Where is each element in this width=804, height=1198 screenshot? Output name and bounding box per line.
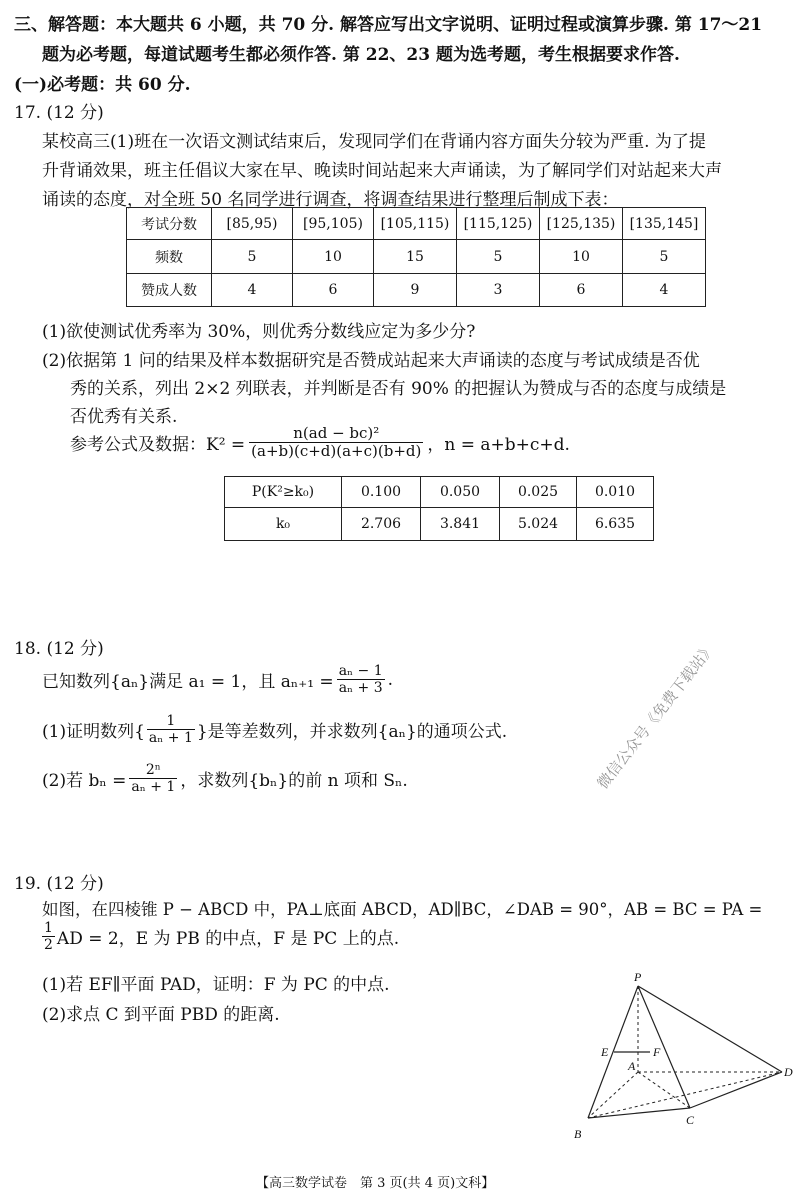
q18-part2-suffix: ，求数列{bₙ}的前 n 项和 Sₙ. [180,771,408,792]
table-cell: 6 [540,274,623,307]
label-E: E [601,1045,609,1059]
table-cell: 10 [293,240,374,274]
table-cell: 0.010 [577,477,654,508]
formula-fraction [249,425,423,461]
table-cell: 5.024 [500,508,577,541]
fraction-numerator: 1 [44,920,53,936]
table-cell: 3.841 [421,508,500,541]
table-cell: 频数 [127,240,212,274]
label-C: C [686,1113,695,1127]
q19-part2: (2)求点 C 到平面 PBD 的距离. [42,1005,280,1025]
edge-BC [588,1108,690,1118]
q18-part1-prefix: (1)证明数列{ [42,722,145,743]
table-cell: 9 [374,274,457,307]
q18-statement-fraction [337,663,385,696]
table-cell: 0.050 [421,477,500,508]
fraction-denominator: 2 [44,937,53,954]
edge-PD [638,986,782,1072]
q18-part2-prefix: (2)若 bₙ = [42,771,127,792]
q19-part1: (1)若 EF∥平面 PAD，证明：F 为 PC 的中点. [42,975,390,995]
q18-part1-fraction [147,713,195,746]
score-table-row [127,240,706,274]
q19-statement-line1: 如图，在四棱锥 P − ABCD 中，PA⊥底面 ABCD，AD∥BC，∠DAB = 90°，AB = BC = PA = [42,900,763,919]
table-cell: 15 [374,240,457,274]
score-table-row [127,208,706,240]
q18-part2 [42,762,408,795]
q17-formula [70,425,570,461]
fraction-denominator: aₙ + 3 [338,680,383,697]
q18-part1-suffix: }是等差数列，并求数列{aₙ}的通项公式. [196,722,508,743]
table-cell: [105,115) [374,208,457,240]
table-cell: 10 [540,240,623,274]
q19-statement-line2-text: AD = 2，E 为 PB 的中点，F 是 PC 上的点. [56,929,400,950]
table-cell: [115,125) [457,208,540,240]
table-cell: 5 [457,240,540,274]
formula-denominator: (a+b)(c+d)(a+c)(b+d) [251,442,422,461]
label-A: A [628,1059,636,1073]
pyramid-figure [560,968,800,1148]
fraction-numerator: aₙ − 1 [338,663,383,679]
table-cell: 5 [623,240,706,274]
table-cell: 6 [293,274,374,307]
table-cell: k₀ [225,508,342,541]
table-cell: 4 [212,274,293,307]
q18-header: 18. (12 分) [14,639,104,659]
table-cell: [85,95) [212,208,293,240]
section-header-line2: 题为必考题，每道试题考生都必须作答. 第 22、23 题为选考题，考生根据要求作答. [42,45,680,65]
q18-statement [42,663,393,696]
formula-numerator: n(ad − bc)² [249,425,423,443]
q18-statement-prefix: 已知数列{aₙ}满足 a₁ = 1，且 aₙ₊₁ = [42,672,334,693]
label-P: P [634,970,642,984]
q17-score-table [126,207,706,307]
label-B: B [574,1127,582,1141]
label-D: D [784,1065,793,1079]
table-cell: [125,135) [540,208,623,240]
fraction-numerator: 2ⁿ [129,762,177,779]
k-table-row [225,477,654,508]
k-table-row [225,508,654,541]
q18-part2-fraction [129,762,177,795]
label-F: F [653,1045,661,1059]
table-cell: 2.706 [342,508,421,541]
table-cell: 6.635 [577,508,654,541]
q19-statement-line2 [42,920,399,953]
table-cell: 5 [212,240,293,274]
table-cell: [135,145] [623,208,706,240]
page-footer: 【高三数学试卷 第 3 页(共 4 页)文科】 [256,1176,495,1191]
k-critical-value-table [224,476,654,541]
table-cell: 0.100 [342,477,421,508]
score-table-row [127,274,706,307]
q19-header: 19. (12 分) [14,874,104,894]
fraction-numerator: 1 [147,713,195,730]
q17-part2-line3: 否优秀有关系. [70,407,178,427]
q18-statement-suffix: . [387,669,394,690]
formula-suffix: ，n = a+b+c+d. [427,435,570,456]
section-header-line1: 三、解答题：本大题共 6 小题，共 70 分. 解答应写出文字说明、证明过程或演算步骤. 第 17～21 [14,15,763,35]
fraction-denominator: aₙ + 1 [131,779,176,796]
table-cell: P(K²≥k₀) [225,477,342,508]
q17-part1: (1)欲使测试优秀率为 30%，则优秀分数线应定为多少分? [42,322,476,342]
q17-part2-line2: 秀的关系，列出 2×2 列联表，并判断是否有 90% 的把握认为赞成与否的态度与成绩是 [70,379,727,399]
table-cell: 0.025 [500,477,577,508]
table-cell: 4 [623,274,706,307]
q17-paragraph-line1: 某校高三(1)班在一次语文测试结束后，发现同学们在背诵内容方面失分较为严重. 为了提 [42,132,706,152]
q17-paragraph-line3: 诵读的态度，对全班 50 名同学进行调查，将调查结果进行整理后制成下表： [42,190,619,210]
section-subheader: (一)必考题：共 60 分. [14,75,191,95]
q17-paragraph-line2: 升背诵效果，班主任倡议大家在早、晚读时间站起来大声诵读，为了解同学们对站起来大声 [42,161,722,181]
q18-part1 [42,713,507,746]
q17-header: 17. (12 分) [14,103,104,123]
fraction-denominator: aₙ + 1 [148,730,193,747]
edge-CD [690,1072,782,1108]
table-cell: [95,105) [293,208,374,240]
watermark-text: 微信公众号《免费下载站》 [593,639,719,793]
table-cell: 考试分数 [127,208,212,240]
edge-AB [588,1072,638,1118]
table-cell: 赞成人数 [127,274,212,307]
q19-half-fraction [42,920,55,953]
table-cell: 3 [457,274,540,307]
q17-part2-line1: (2)依据第 1 问的结果及样本数据研究是否赞成站起来大声诵读的态度与考试成绩是否优 [42,351,700,371]
formula-prefix: 参考公式及数据：K² = [70,435,246,456]
